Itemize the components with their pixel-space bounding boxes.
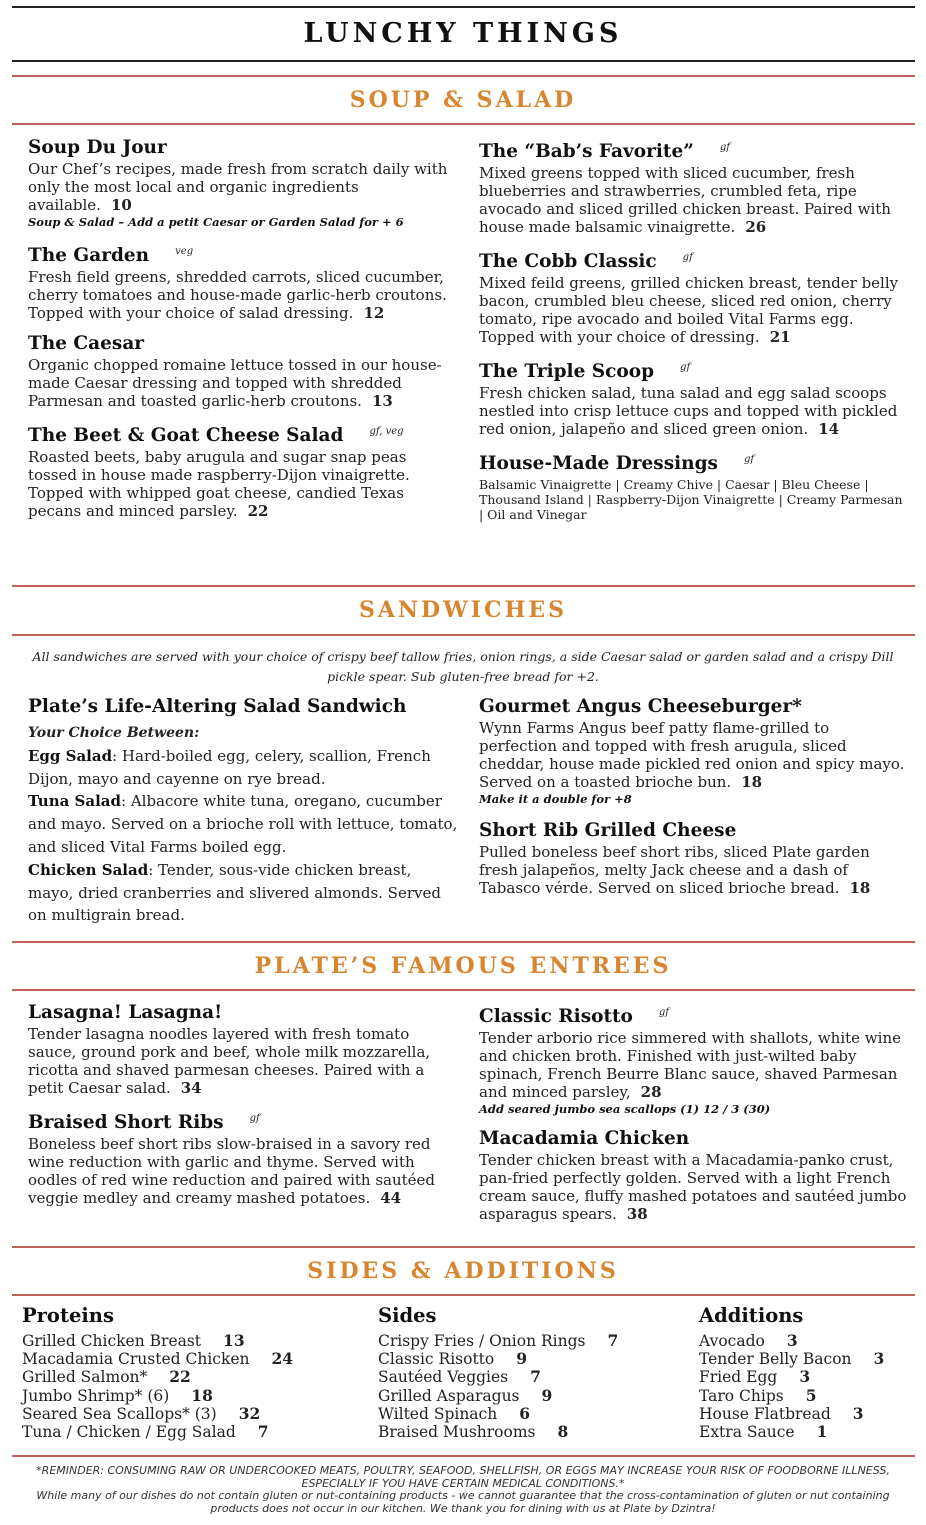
- menu-item-babs-favorite: [479, 136, 909, 236]
- section-rule: [12, 634, 915, 636]
- item-description: Wynn Farms Angus beef patty flame-grilled to perfection and topped with fresh arugula, sliced cheddar, house made pickled red onion and spicy mayo. Served on a toasted brioche bun. 18: [479, 719, 905, 791]
- footer-rule: [12, 1455, 915, 1457]
- menu-item-cobb-classic: [479, 246, 909, 346]
- item-description: Tender lasagna noodles layered with fresh tomato sauce, ground pork and beef, whole milk mozzarella, ricotta and shaved parmesan cheeses. Paired with a petit Caesar salad. 34: [28, 1025, 431, 1097]
- item-description: Roasted beets, baby arugula and sugar snap peas tossed in house made raspberry-Dijon vinaigrette. Topped with whipped goat cheese, candied Texas pecans and minced parsley. 22: [28, 448, 410, 521]
- menu-title: LUNCHY THINGS: [303, 18, 623, 49]
- item-name: Braised Short Ribs $^{gf}$: [28, 1112, 260, 1134]
- item-name: Classic Risotto $^{gf}$: [479, 1006, 669, 1028]
- item-name: The Triple Scoop $^{gf}$: [479, 361, 691, 383]
- item-description: Boneless beef short ribs slow-braised in a savory red wine reduction with garlic and thyme. Served with oodles of red wine reduction and paired with sautéed veggie medley and creamy mashed potatoes. 44: [28, 1135, 436, 1208]
- item-price: 18: [849, 879, 871, 897]
- side-item: Tender Belly Bacon 3: [699, 1349, 885, 1369]
- item-description: Organic chopped romaine lettuce tossed in our house-made Caesar dressing and topped with shredded Parmesan and toasted garlic-herb croutons. 13: [28, 356, 442, 411]
- item-price: 21: [769, 328, 791, 347]
- section-rule: [12, 585, 915, 587]
- side-item: Extra Sauce 1: [699, 1422, 828, 1442]
- section-title-entrees: PLATE’S FAMOUS ENTREES: [254, 953, 672, 979]
- item-price: 14: [818, 420, 840, 439]
- item-name: Short Rib Grilled Cheese: [479, 820, 737, 841]
- sides-heading: Sides: [378, 1304, 437, 1327]
- item-name: The Garden $^{veg}$: [28, 245, 194, 267]
- item-name: The Beet & Goat Cheese Salad $^{gf, veg}$: [28, 425, 404, 447]
- item-description: Our Chef’s recipes, made fresh from scratch daily with only the most local and organic ingredients available. 10: [28, 160, 448, 214]
- sandwiches-right-column: [479, 695, 909, 907]
- dressings-list: Balsamic Vinaigrette | Creamy Chive | Caesar | Bleu Cheese | Thousand Island | Raspberry-Dijon Vinaigrette | Creamy Parmesan | Oil and Vinegar: [479, 476, 903, 522]
- menu-item-salad-sandwich: [28, 695, 460, 927]
- item-description: Fresh chicken salad, tuna salad and egg salad scoops nestled into crisp lettuce cups and topped with pickled red onion, jalapeño and sliced green onion. 14: [479, 384, 898, 439]
- item-description: Tender arborio rice simmered with shallots, white wine and chicken broth. Finished with just-wilted baby spinach, French Beurre Blanc sauce, shaved Parmesan and minced parsley, 28: [479, 1029, 901, 1102]
- side-item: Tuna / Chicken / Egg Salad 7: [22, 1422, 269, 1442]
- item-description: Mixed greens topped with sliced cucumber, fresh blueberries and strawberries, crumbled feta, ripe avocado and sliced grilled chicken breast. Paired with house made balsamic vinaigrette. 26: [479, 164, 891, 237]
- egg-salad-option: Egg Salad: Hard-boiled egg, celery, scallion, French Dijon, mayo and cayenne on rye bread.: [28, 746, 431, 788]
- item-name: Soup Du Jour: [28, 137, 167, 158]
- section-title-sides: SIDES & ADDITIONS: [307, 1258, 619, 1284]
- menu-item-triple-scoop: [479, 356, 909, 438]
- menu-item-lasagna: [28, 1001, 460, 1097]
- diet-tag: gf: [658, 1007, 669, 1018]
- side-item: Jumbo Shrimp* (6) 18: [22, 1385, 213, 1405]
- diet-tag: veg: [175, 246, 194, 257]
- side-item: Avocado 3: [699, 1331, 798, 1350]
- side-item: Grilled Salmon* 22: [22, 1367, 191, 1387]
- item-name: The “Bab’s Favorite” $^{gf}$: [479, 141, 730, 163]
- item-note: Add seared jumbo sea scallops (1) 12 / 3 (30): [479, 1102, 771, 1117]
- diet-tag: gf: [682, 252, 693, 264]
- side-item: Fried Egg 3: [699, 1367, 811, 1387]
- side-item: Taro Chips 5: [699, 1385, 817, 1405]
- side-item: Seared Sea Scallops* (3) 32: [22, 1403, 261, 1423]
- additions-heading: Additions: [699, 1304, 804, 1327]
- diet-tag: gf: [743, 454, 755, 466]
- item-price: 22: [247, 502, 269, 521]
- item-price: 34: [180, 1079, 202, 1097]
- side-item: Macadamia Crusted Chicken 24: [22, 1349, 294, 1369]
- section-rule: [12, 75, 915, 77]
- section-rule: [12, 1246, 915, 1248]
- item-name: The Caesar: [28, 333, 145, 355]
- menu-item-the-caesar: [28, 332, 460, 410]
- menu-item-beet-goat-cheese: [28, 420, 460, 520]
- side-item: Grilled Asparagus 9: [378, 1385, 553, 1405]
- side-item: Crispy Fries / Onion Rings 7: [378, 1331, 619, 1350]
- menu-item-angus-cheeseburger: [479, 695, 909, 807]
- item-note: Make it a double for +8: [479, 792, 632, 806]
- item-name: Plate’s Life-Altering Salad Sandwich: [28, 696, 407, 717]
- item-price: 12: [363, 304, 385, 323]
- item-description: Fresh field greens, shredded carrots, sliced cucumber, cherry tomatoes and house-made garlic-herb croutons. Topped with your choice of salad dressing. 12: [28, 268, 447, 323]
- menu-item-the-garden: [28, 240, 460, 322]
- sides-column: [378, 1303, 678, 1441]
- section-rule: [12, 941, 915, 943]
- section-rule: [12, 123, 915, 125]
- section-title-sandwiches: SANDWICHES: [358, 597, 568, 623]
- item-name: House-Made Dressings $^{gf}$: [479, 453, 755, 475]
- additions-column: [699, 1303, 914, 1441]
- menu-item-braised-short-ribs: [28, 1107, 460, 1207]
- sandwiches-note: All sandwiches are served with your choice of crispy beef tallow fries, onion rings, a side Caesar salad or garden salad and a crispy Dill pickle spear. Sub gluten-free bread for +2.: [32, 649, 894, 684]
- item-description: Pulled boneless beef short ribs, sliced Plate garden fresh jalapeños, melty Jack cheese and a dash of Tabasco vérde. Served on sliced brioche bread. 18: [479, 843, 871, 897]
- chicken-salad-option: Chicken Salad: Tender, sous-vide chicken breast, mayo, dried cranberries and slivered almonds. Served on multigrain bread.: [28, 860, 441, 925]
- section-title-soup-salad: SOUP & SALAD: [349, 87, 577, 113]
- item-name: Gourmet Angus Cheeseburger*: [479, 696, 802, 717]
- item-name: The Cobb Classic $^{gf}$: [479, 251, 693, 273]
- item-price: 10: [110, 196, 132, 214]
- section-rule: [12, 1294, 915, 1296]
- soup-salad-left-column: [28, 136, 460, 530]
- item-description: Tender chicken breast with a Macadamia-panko crust, pan-fried perfectly golden. Served with a light French cream sauce, fluffy mashed potatoes and sautéed jumbo asparagus spears. 38: [479, 1151, 907, 1224]
- entrees-left-column: [28, 1001, 460, 1217]
- item-price: 26: [745, 218, 767, 237]
- diet-tag: gf, veg: [369, 426, 404, 438]
- side-item: Sautéed Veggies 7: [378, 1367, 541, 1387]
- top-rule: [12, 6, 915, 8]
- choice-label: Your Choice Between:: [28, 725, 200, 741]
- footer-disclaimer: [20, 1465, 906, 1515]
- sandwiches-left-column: [28, 695, 460, 937]
- proteins-column: [22, 1303, 352, 1441]
- raw-food-warning: *REMINDER: CONSUMING RAW OR UNDERCOOKED MEATS, POULTRY, SEAFOOD, SHELLFISH, OR EGGS MAY INCREASE YOUR RISK OF FOODBORNE ILLNESS, ESPECIALLY IF YOU HAVE CERTAIN MEDICAL CONDITIONS.*: [36, 1464, 890, 1490]
- title-rule: [12, 60, 915, 62]
- diet-tag: gf: [680, 362, 691, 374]
- item-description: [28, 722, 460, 927]
- diet-tag: gf: [719, 142, 730, 153]
- side-item: Grilled Chicken Breast 13: [22, 1331, 245, 1350]
- item-name: Lasagna! Lasagna!: [28, 1002, 223, 1023]
- soup-salad-right-column: [479, 136, 909, 532]
- item-price: 18: [741, 773, 763, 791]
- item-description: Mixed feild greens, grilled chicken breast, tender belly bacon, crumbled bleu cheese, sliced red onion, cherry tomato, ripe avocado and boiled Vital Farms egg. Topped with your choice of dressing. 21: [479, 274, 899, 347]
- side-item: House Flatbread 3: [699, 1403, 864, 1423]
- item-price: 44: [380, 1189, 402, 1208]
- item-price: 13: [371, 392, 393, 411]
- menu-item-short-rib-grilled-cheese: [479, 819, 909, 897]
- side-item: Classic Risotto 9: [378, 1349, 528, 1369]
- tuna-salad-option: Tuna Salad: Albacore white tuna, oregano, cucumber and mayo. Served on a brioche roll with lettuce, tomato, and sliced Vital Farms boiled egg.: [28, 792, 458, 856]
- item-price: 28: [640, 1083, 662, 1102]
- diet-tag: gf: [249, 1113, 260, 1124]
- side-item: Wilted Spinach 6: [378, 1403, 531, 1423]
- menu-item-macadamia-chicken: [479, 1127, 909, 1223]
- item-name: Macadamia Chicken: [479, 1128, 690, 1150]
- proteins-heading: Proteins: [22, 1304, 114, 1327]
- menu-item-soup-du-jour: [28, 136, 460, 230]
- item-price: 38: [626, 1205, 648, 1224]
- section-rule: [12, 989, 915, 991]
- menu-item-house-dressings: [479, 448, 909, 521]
- entrees-right-column: [479, 1001, 909, 1233]
- menu-item-classic-risotto: [479, 1001, 909, 1117]
- side-item: Braised Mushrooms 8: [378, 1422, 569, 1442]
- item-note: Soup & Salad – Add a petit Caesar or Garden Salad for + 6: [28, 215, 404, 229]
- allergen-notice: While many of our dishes do not contain gluten or nut-containing products - we cannot guarantee that the cross-contamination of gluten or nut containing products does not occur in our kitchen. We thank you for dining with us at Plate by Dzintra!: [36, 1489, 890, 1515]
